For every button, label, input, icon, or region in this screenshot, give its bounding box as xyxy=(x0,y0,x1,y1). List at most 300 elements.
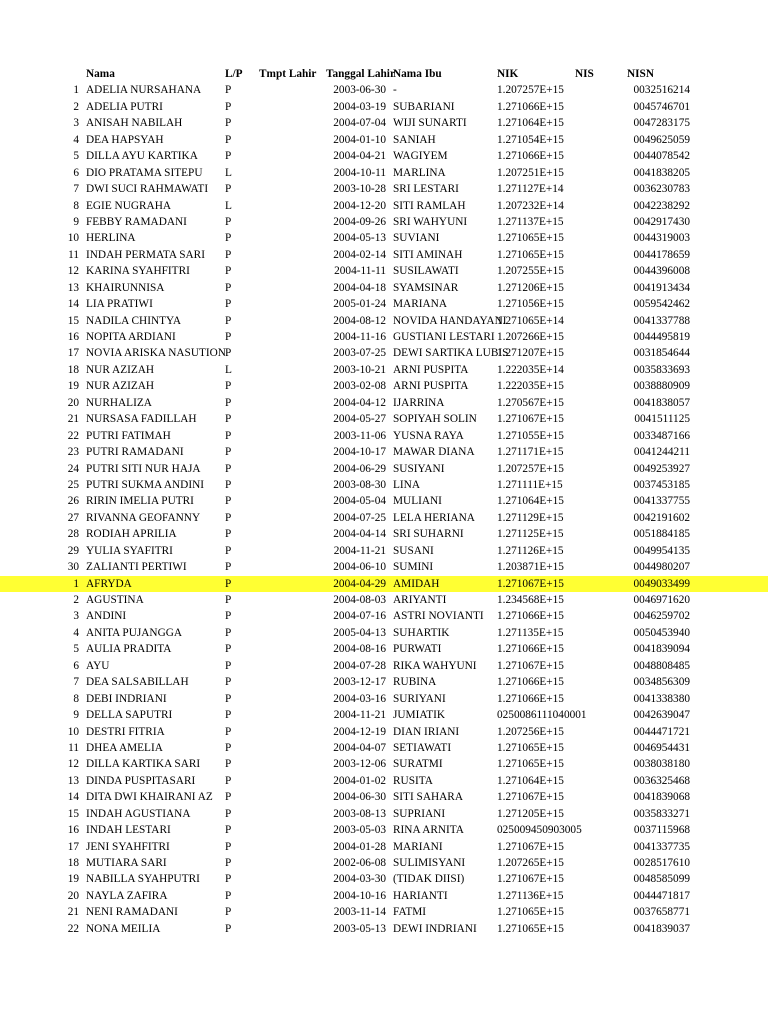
name-cell[interactable]: DITA DWI KHAIRANI AZ xyxy=(86,791,213,804)
name-cell[interactable]: NABILLA SYAHPUTRI xyxy=(86,873,200,886)
birthdate-cell[interactable]: 2004-07-25 xyxy=(333,511,386,524)
nisn-cell[interactable]: 0046259702 xyxy=(633,610,690,623)
nik-cell[interactable]: 1.271125E+15 xyxy=(497,528,564,541)
gender-cell[interactable]: P xyxy=(225,544,232,557)
gender-cell[interactable]: P xyxy=(225,791,232,804)
birthdate-cell[interactable]: 2005-01-24 xyxy=(333,298,386,311)
nisn-cell[interactable]: 0035833271 xyxy=(633,807,690,820)
nik-cell[interactable]: 1.271171E+15 xyxy=(497,446,564,459)
row-number[interactable]: 20 xyxy=(67,889,79,902)
mother-name-cell[interactable]: SRI LESTARI xyxy=(393,183,459,196)
birthdate-cell[interactable]: 2004-01-28 xyxy=(333,840,386,853)
nisn-cell[interactable]: 0037115968 xyxy=(633,824,690,837)
gender-cell[interactable]: P xyxy=(225,709,232,722)
name-cell[interactable]: AFRYDA xyxy=(86,577,132,590)
nisn-cell[interactable]: 0041839094 xyxy=(633,643,690,656)
row-number[interactable]: 6 xyxy=(73,166,79,179)
row-number[interactable]: 27 xyxy=(67,511,79,524)
gender-cell[interactable]: P xyxy=(225,84,232,97)
nik-cell[interactable]: 1.271137E+15 xyxy=(497,215,564,228)
name-cell[interactable]: PUTRI FATIMAH xyxy=(86,429,171,442)
mother-name-cell[interactable]: FATMI xyxy=(393,906,427,919)
nisn-cell[interactable]: 0051884185 xyxy=(633,528,690,541)
nisn-cell[interactable]: 0042191602 xyxy=(633,511,690,524)
name-cell[interactable]: PUTRI RAMADANI xyxy=(86,446,184,459)
nik-cell[interactable]: 1.271066E+15 xyxy=(497,692,564,705)
row-number[interactable]: 17 xyxy=(67,347,79,360)
gender-cell[interactable]: P xyxy=(225,347,232,360)
nisn-cell[interactable]: 0048585099 xyxy=(633,873,690,886)
row-number[interactable]: 8 xyxy=(73,199,79,212)
nisn-cell[interactable]: 0031854644 xyxy=(633,347,690,360)
nisn-cell[interactable]: 0049033499 xyxy=(633,577,690,590)
birthdate-cell[interactable]: 2004-10-17 xyxy=(333,446,386,459)
gender-cell[interactable]: L xyxy=(225,363,232,376)
row-number[interactable]: 13 xyxy=(67,774,79,787)
name-cell[interactable]: ADELIA NURSAHANA xyxy=(86,84,202,97)
birthdate-cell[interactable]: 2003-10-28 xyxy=(333,183,386,196)
row-number[interactable]: 11 xyxy=(68,248,79,261)
row-number[interactable]: 26 xyxy=(67,495,79,508)
mother-name-cell[interactable]: MARIANI xyxy=(393,840,443,853)
row-number[interactable]: 12 xyxy=(67,265,79,278)
row-number[interactable]: 15 xyxy=(67,314,79,327)
nik-cell[interactable]: 1.271065E+15 xyxy=(497,758,564,771)
nik-cell[interactable]: 1.222035E+15 xyxy=(497,380,564,393)
name-cell[interactable]: MUTIARA SARI xyxy=(86,857,167,869)
nisn-cell[interactable]: 0044396008 xyxy=(633,265,690,278)
mother-name-cell[interactable]: IJARRINA xyxy=(393,396,445,409)
nik-cell[interactable]: 1.207257E+15 xyxy=(497,84,564,97)
row-number[interactable]: 22 xyxy=(67,429,79,442)
name-cell[interactable]: FEBBY RAMADANI xyxy=(86,215,187,228)
nik-cell[interactable]: 1.271206E+15 xyxy=(497,281,564,294)
mother-name-cell[interactable]: SUPRIANI xyxy=(393,807,446,820)
gender-cell[interactable]: L xyxy=(225,166,232,179)
row-number[interactable]: 18 xyxy=(67,363,79,376)
row-number[interactable]: 13 xyxy=(67,281,79,294)
nik-cell[interactable]: 1.271066E+15 xyxy=(497,643,564,656)
birthdate-cell[interactable]: 2002-06-08 xyxy=(333,857,386,869)
nik-cell[interactable]: 1.207251E+15 xyxy=(497,166,564,179)
header-nama-ibu[interactable]: Nama Ibu xyxy=(393,68,442,80)
row-number[interactable]: 7 xyxy=(73,183,79,196)
nisn-cell[interactable]: 0036230783 xyxy=(633,183,690,196)
mother-name-cell[interactable]: ASTRI NOVIANTI xyxy=(393,610,484,623)
row-number[interactable]: 5 xyxy=(73,643,79,656)
mother-name-cell[interactable]: SITI RAMLAH xyxy=(393,199,466,212)
birthdate-cell[interactable]: 2004-10-16 xyxy=(333,889,386,902)
nisn-cell[interactable]: 0044495819 xyxy=(633,331,690,343)
birthdate-cell[interactable]: 2003-08-13 xyxy=(333,807,386,820)
gender-cell[interactable]: P xyxy=(225,331,232,343)
name-cell[interactable]: NADILA CHINTYA xyxy=(86,314,182,327)
birthdate-cell[interactable]: 2004-04-14 xyxy=(333,528,386,541)
birthdate-cell[interactable]: 2004-10-11 xyxy=(333,166,386,179)
nisn-cell[interactable]: 0041337755 xyxy=(633,495,690,508)
birthdate-cell[interactable]: 2003-08-30 xyxy=(333,478,386,491)
row-number[interactable]: 2 xyxy=(73,594,79,606)
nisn-cell[interactable]: 0037453185 xyxy=(633,478,690,491)
gender-cell[interactable]: P xyxy=(225,462,232,475)
row-number[interactable]: 12 xyxy=(67,758,79,771)
nik-cell[interactable]: 1.271066E+15 xyxy=(497,676,564,689)
nik-cell[interactable]: 1.271066E+15 xyxy=(497,150,564,163)
gender-cell[interactable]: P xyxy=(225,873,232,886)
gender-cell[interactable]: P xyxy=(225,133,232,146)
nik-cell[interactable]: 1.271067E+15 xyxy=(497,659,564,672)
mother-name-cell[interactable]: GUSTIANI LESTARI xyxy=(393,331,495,343)
name-cell[interactable]: INDAH AGUSTIANA xyxy=(86,807,191,820)
mother-name-cell[interactable]: ARIYANTI xyxy=(393,594,447,606)
nik-cell[interactable]: 1.222035E+14 xyxy=(497,363,564,376)
birthdate-cell[interactable]: 2004-08-12 xyxy=(333,314,386,327)
nisn-cell[interactable]: 0038038180 xyxy=(633,758,690,771)
name-cell[interactable]: ANDINI xyxy=(86,610,127,623)
name-cell[interactable]: DESTRI FITRIA xyxy=(86,725,165,738)
gender-cell[interactable]: P xyxy=(225,741,232,754)
header-nisn[interactable]: NISN xyxy=(627,68,654,80)
nik-cell[interactable]: 1.271067E+15 xyxy=(497,791,564,804)
name-cell[interactable]: DHEA AMELIA xyxy=(86,741,163,754)
name-cell[interactable]: INDAH LESTARI xyxy=(86,824,171,837)
mother-name-cell[interactable]: SANIAH xyxy=(393,133,436,146)
header-tanggal-lahir[interactable]: Tanggal Lahir xyxy=(326,68,395,80)
name-cell[interactable]: JENI SYAHFITRI xyxy=(86,840,170,853)
nisn-cell[interactable]: 0041839068 xyxy=(633,791,690,804)
row-number[interactable]: 30 xyxy=(67,561,79,574)
nik-cell[interactable]: 1.271055E+15 xyxy=(497,429,564,442)
nisn-cell[interactable]: 0042238292 xyxy=(633,199,690,212)
gender-cell[interactable]: P xyxy=(225,774,232,787)
row-number[interactable]: 1 xyxy=(73,84,79,97)
row-number[interactable]: 10 xyxy=(67,725,79,738)
gender-cell[interactable]: P xyxy=(225,150,232,163)
gender-cell[interactable]: P xyxy=(225,906,232,919)
name-cell[interactable]: AULIA PRADITA xyxy=(86,643,172,656)
name-cell[interactable]: NAYLA ZAFIRA xyxy=(86,889,168,902)
gender-cell[interactable]: P xyxy=(225,577,232,590)
nisn-cell[interactable]: 0041244211 xyxy=(633,446,690,459)
row-number[interactable]: 18 xyxy=(67,857,79,869)
nisn-cell[interactable]: 0032516214 xyxy=(633,84,690,97)
name-cell[interactable]: AYU xyxy=(86,659,110,672)
nik-cell[interactable]: 1.271064E+15 xyxy=(497,495,564,508)
mother-name-cell[interactable]: WIJI SUNARTI xyxy=(393,117,467,130)
mother-name-cell[interactable]: SRI SUHARNI xyxy=(393,528,464,541)
gender-cell[interactable]: P xyxy=(225,676,232,689)
gender-cell[interactable]: P xyxy=(225,183,232,196)
name-cell[interactable]: RODIAH APRILIA xyxy=(86,528,177,541)
gender-cell[interactable]: P xyxy=(225,528,232,541)
birthdate-cell[interactable]: 2003-11-06 xyxy=(333,429,386,442)
name-cell[interactable]: NOVIA ARISKA NASUTION xyxy=(86,347,226,360)
nisn-cell[interactable]: 0042917430 xyxy=(633,215,690,228)
nisn-cell[interactable]: 0044178659 xyxy=(633,248,690,261)
birthdate-cell[interactable]: 2004-12-20 xyxy=(333,199,386,212)
birthdate-cell[interactable]: 2004-07-16 xyxy=(333,610,386,623)
mother-name-cell[interactable]: SOPIYAH SOLIN xyxy=(393,413,477,426)
gender-cell[interactable]: P xyxy=(225,561,232,574)
gender-cell[interactable]: P xyxy=(225,857,232,869)
row-number[interactable]: 16 xyxy=(67,824,79,837)
birthdate-cell[interactable]: 2003-10-21 xyxy=(333,363,386,376)
row-number[interactable]: 22 xyxy=(67,922,79,935)
name-cell[interactable]: DEA HAPSYAH xyxy=(86,133,164,146)
mother-name-cell[interactable]: MARLINA xyxy=(393,166,446,179)
row-number[interactable]: 21 xyxy=(67,413,79,426)
name-cell[interactable]: LIA PRATIWI xyxy=(86,298,153,311)
birthdate-cell[interactable]: 2004-08-16 xyxy=(333,643,386,656)
nik-cell[interactable]: 1.271127E+14 xyxy=(497,183,564,196)
birthdate-cell[interactable]: 2003-11-14 xyxy=(333,906,386,919)
birthdate-cell[interactable]: 2004-11-16 xyxy=(333,331,386,343)
row-number[interactable]: 24 xyxy=(67,462,79,475)
mother-name-cell[interactable]: SETIAWATI xyxy=(393,741,452,754)
row-number[interactable]: 3 xyxy=(73,610,79,623)
gender-cell[interactable]: P xyxy=(225,265,232,278)
gender-cell[interactable]: P xyxy=(225,511,232,524)
birthdate-cell[interactable]: 2004-08-03 xyxy=(333,594,386,606)
gender-cell[interactable]: P xyxy=(225,429,232,442)
name-cell[interactable]: NUR AZIZAH xyxy=(86,363,155,376)
nik-cell[interactable]: 1.207265E+15 xyxy=(497,857,564,869)
mother-name-cell[interactable]: MARIANA xyxy=(393,298,447,311)
mother-name-cell[interactable]: ARNI PUSPITA xyxy=(393,380,469,393)
nisn-cell[interactable]: 0049625059 xyxy=(633,133,690,146)
row-number[interactable]: 1 xyxy=(73,577,79,590)
name-cell[interactable]: PUTRI SUKMA ANDINI xyxy=(86,478,204,491)
nisn-cell[interactable]: 0041511125 xyxy=(634,413,690,426)
birthdate-cell[interactable]: 2004-11-11 xyxy=(334,265,386,278)
name-cell[interactable]: RIRIN IMELIA PUTRI xyxy=(86,495,194,508)
name-cell[interactable]: NURHALIZA xyxy=(86,396,152,409)
nik-cell[interactable]: 1.203871E+15 xyxy=(497,561,564,574)
mother-name-cell[interactable]: SUBARIANI xyxy=(393,100,455,113)
nisn-cell[interactable]: 0041839037 xyxy=(633,922,690,935)
gender-cell[interactable]: P xyxy=(225,117,232,130)
gender-cell[interactable]: P xyxy=(225,413,232,426)
name-cell[interactable]: PUTRI SITI NUR HAJA xyxy=(86,462,201,475)
row-number[interactable]: 20 xyxy=(67,396,79,409)
row-number[interactable]: 19 xyxy=(67,380,79,393)
birthdate-cell[interactable]: 2003-12-17 xyxy=(333,676,386,689)
name-cell[interactable]: ANITA PUJANGGA xyxy=(86,626,183,639)
name-cell[interactable]: NONA MEILIA xyxy=(86,922,161,935)
header-nis[interactable]: NIS xyxy=(575,68,594,80)
gender-cell[interactable]: P xyxy=(225,922,232,935)
name-cell[interactable]: NOPITA ARDIANI xyxy=(86,331,176,343)
mother-name-cell[interactable]: DIAN IRIANI xyxy=(393,725,460,738)
nik-cell[interactable]: 1.271207E+15 xyxy=(497,347,564,360)
row-number[interactable]: 28 xyxy=(67,528,79,541)
birthdate-cell[interactable]: 2004-04-29 xyxy=(333,577,386,590)
mother-name-cell[interactable]: SUSANI xyxy=(393,544,434,557)
mother-name-cell[interactable]: HARIANTI xyxy=(393,889,448,902)
mother-name-cell[interactable]: SUHARTIK xyxy=(393,626,450,639)
mother-name-cell[interactable]: SITI SAHARA xyxy=(393,791,463,804)
mother-name-cell[interactable]: SURIYANI xyxy=(393,692,446,705)
nisn-cell[interactable]: 0041338380 xyxy=(633,692,690,705)
mother-name-cell[interactable]: RUBINA xyxy=(393,676,437,689)
nisn-cell[interactable]: 0046971620 xyxy=(633,594,690,606)
name-cell[interactable]: DIO PRATAMA SITEPU xyxy=(86,166,203,179)
nik-cell[interactable]: 1.271111E+15 xyxy=(497,478,563,491)
nik-cell[interactable]: 1.207266E+15 xyxy=(497,331,564,343)
mother-name-cell[interactable]: RIKA WAHYUNI xyxy=(393,659,477,672)
name-cell[interactable]: KHAIRUNNISA xyxy=(86,281,165,294)
name-cell[interactable]: INDAH PERMATA SARI xyxy=(86,248,205,261)
birthdate-cell[interactable]: 2004-05-04 xyxy=(333,495,386,508)
name-cell[interactable]: DEBI INDRIANI xyxy=(86,692,167,705)
birthdate-cell[interactable]: 2004-06-30 xyxy=(333,791,386,804)
name-cell[interactable]: AGUSTINA xyxy=(86,594,144,606)
nik-cell[interactable]: 1.271065E+14 xyxy=(497,314,564,327)
nisn-cell[interactable]: 0044319003 xyxy=(633,232,690,245)
gender-cell[interactable]: P xyxy=(225,659,232,672)
nik-cell[interactable]: 1.271065E+15 xyxy=(497,741,564,754)
nisn-cell[interactable]: 0041838205 xyxy=(633,166,690,179)
row-number[interactable]: 15 xyxy=(67,807,79,820)
row-number[interactable]: 8 xyxy=(73,692,79,705)
name-cell[interactable]: DILLA KARTIKA SARI xyxy=(86,758,201,771)
nisn-cell[interactable]: 0038880909 xyxy=(633,380,690,393)
nisn-cell[interactable]: 0036325468 xyxy=(633,774,690,787)
nisn-cell[interactable]: 0044471817 xyxy=(633,889,690,902)
mother-name-cell[interactable]: PURWATI xyxy=(393,643,442,656)
header-lp[interactable]: L/P xyxy=(225,68,243,80)
gender-cell[interactable]: P xyxy=(225,478,232,491)
name-cell[interactable]: NURSASA FADILLAH xyxy=(86,413,197,426)
name-cell[interactable]: RIVANNA GEOFANNY xyxy=(86,511,201,524)
nik-cell[interactable]: 1.271065E+15 xyxy=(497,906,564,919)
row-number[interactable]: 17 xyxy=(67,840,79,853)
nik-cell[interactable]: 1.271065E+15 xyxy=(497,232,564,245)
row-number[interactable]: 14 xyxy=(67,791,79,804)
nik-cell[interactable]: 1.271067E+15 xyxy=(497,577,564,590)
name-cell[interactable]: ZALIANTI PERTIWI xyxy=(86,561,187,574)
birthdate-cell[interactable]: 2004-03-19 xyxy=(333,100,386,113)
mother-name-cell[interactable]: DEWI INDRIANI xyxy=(393,922,477,935)
gender-cell[interactable]: P xyxy=(225,840,232,853)
name-cell[interactable]: DWI SUCI RAHMAWATI xyxy=(86,183,209,196)
birthdate-cell[interactable]: 2004-09-26 xyxy=(333,215,386,228)
mother-name-cell[interactable]: SITI AMINAH xyxy=(393,248,463,261)
row-number[interactable]: 2 xyxy=(73,100,79,113)
nik-cell[interactable]: 1.207257E+15 xyxy=(497,462,564,475)
gender-cell[interactable]: P xyxy=(225,446,232,459)
nisn-cell[interactable]: 0046954431 xyxy=(633,741,690,754)
nisn-cell[interactable]: 0047283175 xyxy=(633,117,690,130)
nisn-cell[interactable]: 0041913434 xyxy=(633,281,690,294)
mother-name-cell[interactable]: LINA xyxy=(393,478,420,491)
nisn-cell[interactable]: 0033487166 xyxy=(633,429,690,442)
nik-cell[interactable]: 1.271066E+15 xyxy=(497,610,564,623)
row-number[interactable]: 23 xyxy=(67,446,79,459)
mother-name-cell[interactable]: RUSITA xyxy=(393,774,433,787)
row-number[interactable]: 7 xyxy=(73,676,79,689)
gender-cell[interactable]: P xyxy=(225,725,232,738)
gender-cell[interactable]: L xyxy=(225,199,232,212)
mother-name-cell[interactable]: DEWI SARTIKA LUBIS xyxy=(393,347,509,360)
name-cell[interactable]: KARINA SYAHFITRI xyxy=(86,265,190,278)
name-cell[interactable]: DELLA SAPUTRI xyxy=(86,709,173,722)
gender-cell[interactable]: P xyxy=(225,824,232,837)
gender-cell[interactable]: P xyxy=(225,396,232,409)
row-number[interactable]: 6 xyxy=(73,659,79,672)
name-cell[interactable]: HERLINA xyxy=(86,232,136,245)
nik-cell[interactable]: 025009450903005 xyxy=(497,824,582,837)
nisn-cell[interactable]: 0044078542 xyxy=(633,150,690,163)
nik-cell[interactable]: 1.271065E+15 xyxy=(497,248,564,261)
row-number[interactable]: 16 xyxy=(67,331,79,343)
birthdate-cell[interactable]: 2003-05-13 xyxy=(333,922,386,935)
gender-cell[interactable]: P xyxy=(225,215,232,228)
nisn-cell[interactable]: 0059542462 xyxy=(633,298,690,311)
row-number[interactable]: 9 xyxy=(73,215,79,228)
nik-cell[interactable]: 1.271056E+15 xyxy=(497,298,564,311)
nisn-cell[interactable]: 0037658771 xyxy=(633,906,690,919)
gender-cell[interactable]: P xyxy=(225,100,232,113)
birthdate-cell[interactable]: 2004-12-19 xyxy=(333,725,386,738)
nik-cell[interactable]: 1.271129E+15 xyxy=(497,511,564,524)
gender-cell[interactable]: P xyxy=(225,314,232,327)
birthdate-cell[interactable]: 2003-07-25 xyxy=(333,347,386,360)
gender-cell[interactable]: P xyxy=(225,643,232,656)
row-number[interactable]: 14 xyxy=(67,298,79,311)
birthdate-cell[interactable]: 2004-04-12 xyxy=(333,396,386,409)
nisn-cell[interactable]: 0044471721 xyxy=(633,725,690,738)
birthdate-cell[interactable]: 2004-01-10 xyxy=(333,133,386,146)
nisn-cell[interactable]: 0045746701 xyxy=(633,100,690,113)
gender-cell[interactable]: P xyxy=(225,594,232,606)
nisn-cell[interactable]: 0035833693 xyxy=(633,363,690,376)
nik-cell[interactable]: 1.271067E+15 xyxy=(497,840,564,853)
mother-name-cell[interactable]: WAGIYEM xyxy=(393,150,448,163)
mother-name-cell[interactable]: SRI WAHYUNI xyxy=(393,215,468,228)
birthdate-cell[interactable]: 2005-04-13 xyxy=(333,626,386,639)
name-cell[interactable]: EGIE NUGRAHA xyxy=(86,199,172,212)
nisn-cell[interactable]: 0041838057 xyxy=(633,396,690,409)
nisn-cell[interactable]: 0028517610 xyxy=(633,857,690,869)
birthdate-cell[interactable]: 2004-03-16 xyxy=(333,692,386,705)
header-tmpt-lahir[interactable]: Tmpt Lahir xyxy=(259,68,317,80)
gender-cell[interactable]: P xyxy=(225,232,232,245)
gender-cell[interactable]: P xyxy=(225,380,232,393)
name-cell[interactable]: YULIA SYAFITRI xyxy=(86,544,173,557)
birthdate-cell[interactable]: 2004-07-04 xyxy=(333,117,386,130)
mother-name-cell[interactable]: JUMIATIK xyxy=(393,709,446,722)
gender-cell[interactable]: P xyxy=(225,889,232,902)
row-number[interactable]: 4 xyxy=(73,133,79,146)
gender-cell[interactable]: P xyxy=(225,758,232,771)
birthdate-cell[interactable]: 2003-05-03 xyxy=(333,824,386,837)
name-cell[interactable]: ANISAH NABILAH xyxy=(86,117,183,130)
row-number[interactable]: 9 xyxy=(73,709,79,722)
mother-name-cell[interactable]: SUVIANI xyxy=(393,232,440,245)
birthdate-cell[interactable]: 2004-07-28 xyxy=(333,659,386,672)
gender-cell[interactable]: P xyxy=(225,807,232,820)
row-number[interactable]: 25 xyxy=(67,478,79,491)
header-nama[interactable]: Nama xyxy=(86,68,115,80)
mother-name-cell[interactable]: ARNI PUSPITA xyxy=(393,363,469,376)
birthdate-cell[interactable]: 2004-05-13 xyxy=(333,232,386,245)
birthdate-cell[interactable]: 2004-04-07 xyxy=(333,741,386,754)
nisn-cell[interactable]: 0049954135 xyxy=(633,544,690,557)
mother-name-cell[interactable]: SULIMISYANI xyxy=(393,857,466,869)
name-cell[interactable]: NUR AZIZAH xyxy=(86,380,155,393)
name-cell[interactable]: ADELIA PUTRI xyxy=(86,100,163,113)
